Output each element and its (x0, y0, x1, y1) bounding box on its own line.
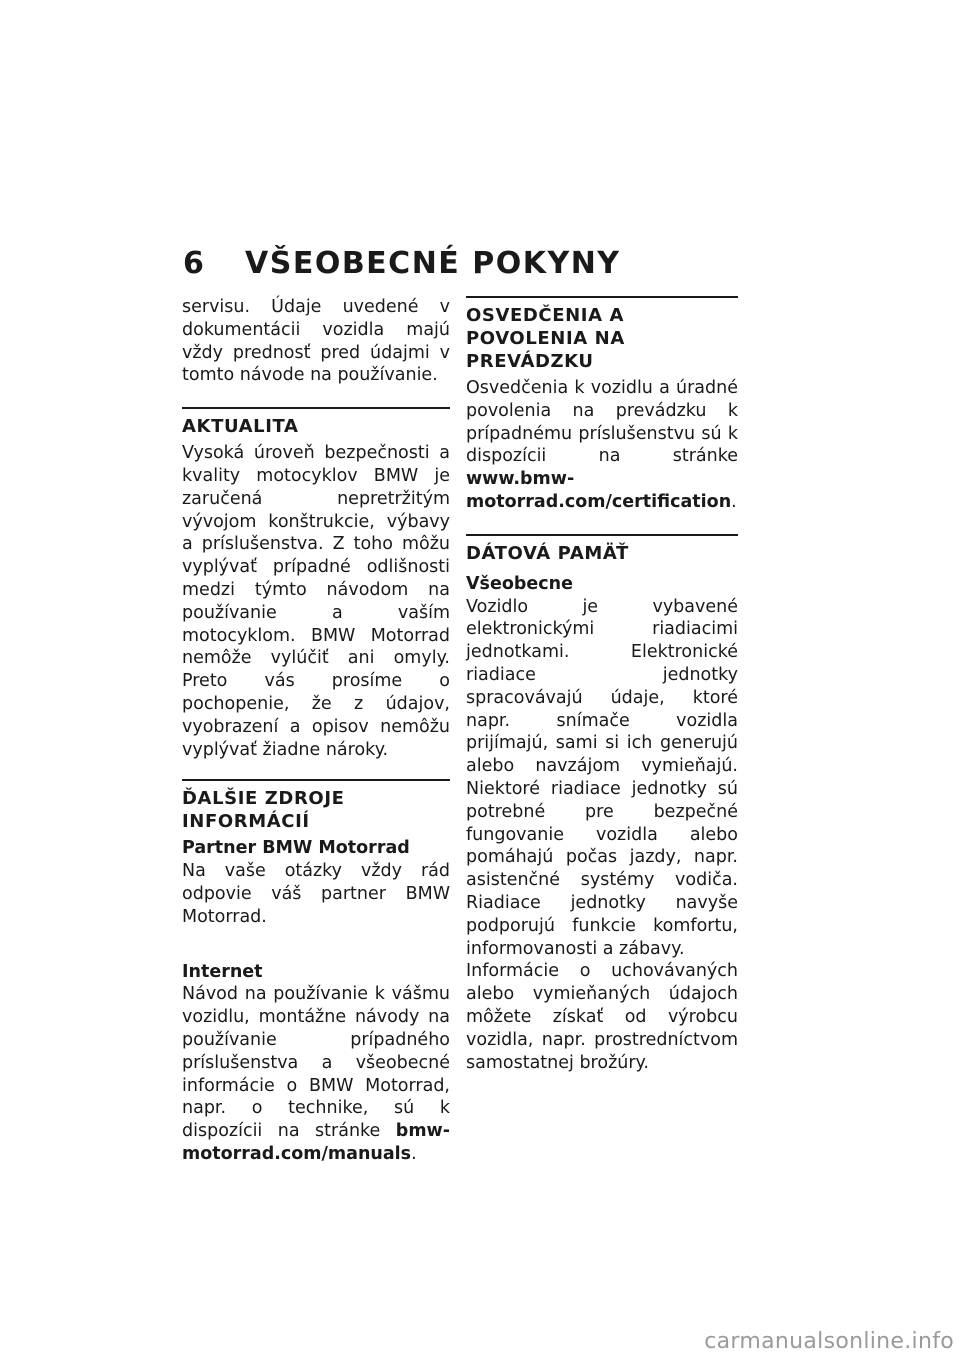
chapter-title: VŠEOBECNÉ POKYNY (245, 246, 621, 281)
vseobecne-heading: Všeobecne (466, 573, 573, 594)
section-dalsie-zdroje (182, 779, 450, 1165)
osvedcenia-paragraph (466, 377, 738, 514)
left-column (182, 296, 450, 1166)
section-title-osvedcenia: OSVEDČENIA A POVOLENIA NA PREVÁDZKU (466, 305, 625, 372)
right-column (466, 296, 738, 1074)
section-title-dalsie-zdroje: ĎALŠIE ZDROJE INFORMÁCIÍ (182, 788, 345, 833)
section-title-aktualita: AKTUALITA (182, 416, 299, 438)
osvedcenia-text: Osvedčenia k vozidlu a úradné povolenia na prevádzku k prípadnému príslušenstvu sú k dispozícii na stránke (466, 378, 738, 467)
internet-end: . (411, 1143, 417, 1164)
intro-paragraph: servisu. Údaje uvedené v dokumentácii vozidla majú vždy prednosť pred údajmi v tomto návode na používanie. (182, 297, 450, 386)
section-osvedcenia (466, 296, 738, 514)
section-title-datova-pamat: DÁTOVÁ PAMÄŤ (466, 542, 629, 564)
partner-paragraph: Na vaše otázky vždy rád odpovie váš partner BMW Motorrad. (182, 861, 450, 927)
aktualita-paragraph: Vysoká úroveň bezpečnosti a kvality motocyklov BMW je zaručená nepretržitým vývojom konštrukcie, výbavy a príslušenstva. Z toho môžu vyplývať prípadné odlišnosti medzi týmto návodom na používanie a vaším motocyklom. BMW Motorrad nemôže vylúčiť ani omyly. Preto vás prosíme o pochopenie, že z údajov, vyobrazení a opisov nemôžu vyplývať žiadne nároky. (182, 443, 450, 760)
partner-heading: Partner BMW Motorrad (182, 838, 410, 859)
osvedcenia-end: . (731, 491, 737, 512)
section-aktualita (182, 407, 450, 761)
datova-pamat-paragraph: Vozidlo je vybavené elektronickými riadiacimi jednotkami. Elektronické riadiace jednotky spracovávajú údaje, ktoré napr. snímače vozidla prijímajú, sami si ich generujú alebo navzájom vymieňajú. Niektoré riadiace jednotky sú potrebné pre bezpečné fungovanie vozidla alebo pomáhajú počas jazdy, napr. asistenčné systémy vodiča. Riadiace jednotky navyše podporujú funkcie komfortu, informovanosti a zábavy. (466, 596, 738, 959)
chapter-number: 6 (183, 246, 206, 281)
manuals-link[interactable]: bmw-motorrad.com/manuals (182, 1121, 450, 1164)
page-title (183, 244, 621, 284)
datova-pamat-paragraph-2: Informácie o uchovávaných alebo vymieňaných údajoch môžete získať od výrobcu vozidla, napr. prostredníctvom samostatnej brožúry. (466, 961, 738, 1073)
section-datova-pamat (466, 534, 738, 1075)
internet-heading: Internet (182, 961, 263, 982)
watermark: carmanualsonline.info (704, 1329, 954, 1354)
certification-link[interactable]: www.bmw-motorrad.com/certification (466, 469, 732, 512)
internet-text: Návod na používanie k vášmu vozidlu, montážne návody na používanie prípadného príslušenstva a všeobecné informácie o BMW Motorrad, napr. o technike, sú k dispozícii na stránke (182, 984, 450, 1142)
internet-paragraph (182, 983, 450, 1165)
